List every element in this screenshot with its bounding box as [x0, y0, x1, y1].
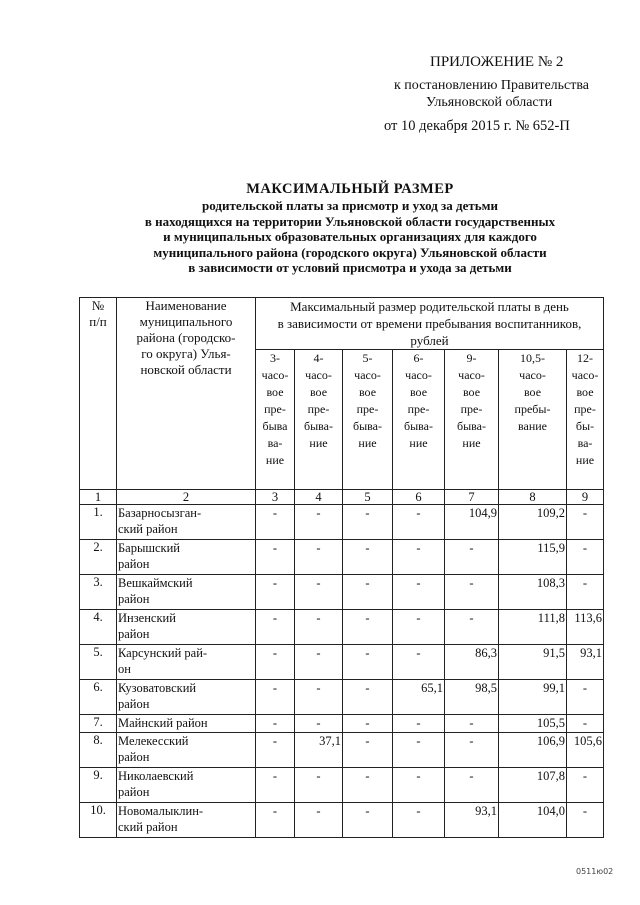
- row-district-name: [117, 803, 256, 838]
- cell-text: новской области: [140, 362, 232, 377]
- cell-text: №: [91, 298, 105, 313]
- cell-text: быва-: [404, 419, 433, 433]
- header-column: [295, 350, 343, 490]
- row-district-name: [117, 768, 256, 803]
- cell-text: район: [118, 697, 150, 711]
- row-value: 93,1: [445, 803, 499, 838]
- title-line: муниципального района (городского округа) Ульяновской области: [153, 244, 547, 260]
- cell-text: он: [118, 662, 131, 676]
- fee-table: [79, 297, 604, 838]
- decree-line-3: от 10 декабря 2015 г. № 652-П: [384, 118, 570, 134]
- index-cell: 1: [80, 490, 117, 505]
- row-value: -: [393, 733, 445, 768]
- cell-text: пребы-: [514, 402, 551, 416]
- cell-text: вое: [309, 385, 328, 399]
- cell-text: Кузоватовский: [118, 681, 197, 695]
- row-value: -: [445, 715, 499, 733]
- title-line: в находящихся на территории Ульяновской области государственных: [144, 213, 556, 229]
- cell-text: Наименование: [145, 298, 227, 313]
- row-value: -: [295, 645, 343, 680]
- row-district-name: [117, 715, 256, 733]
- row-value: -: [567, 680, 604, 715]
- row-number: 2.: [80, 540, 117, 575]
- row-value: -: [256, 803, 295, 838]
- cell-text: вое: [462, 385, 481, 399]
- cell-text: ние: [409, 436, 428, 450]
- cell-text: район: [118, 592, 150, 606]
- cell-text: пре-: [460, 402, 483, 416]
- cell-text: вое: [358, 385, 377, 399]
- row-value: -: [393, 803, 445, 838]
- row-value: -: [343, 645, 393, 680]
- row-value: -: [256, 610, 295, 645]
- row-value: -: [343, 768, 393, 803]
- cell-text: район: [118, 627, 150, 641]
- row-value: -: [567, 768, 604, 803]
- cell-text: часо-: [305, 368, 332, 382]
- cell-text: район: [118, 750, 150, 764]
- cell-text: бы-: [575, 419, 595, 433]
- table-row: [80, 715, 604, 733]
- row-value: -: [295, 575, 343, 610]
- cell-text: часо-: [571, 368, 599, 382]
- cell-text: 5-: [362, 351, 373, 365]
- row-value: -: [295, 540, 343, 575]
- title-line: родительской платы за присмотр и уход за детьми: [202, 198, 498, 213]
- cell-text: пре-: [264, 402, 286, 416]
- cell-text: пре-: [574, 402, 596, 416]
- header-name: [117, 298, 256, 490]
- cell-text: пре-: [407, 402, 430, 416]
- row-value: -: [295, 505, 343, 540]
- row-number: 10.: [80, 803, 117, 838]
- table-row: [80, 505, 604, 540]
- cell-text: 4-: [313, 351, 324, 365]
- row-value: -: [295, 768, 343, 803]
- row-value: 109,2: [499, 505, 567, 540]
- cell-text: быва-: [304, 419, 333, 433]
- header-column: [499, 350, 567, 490]
- cell-text: район: [118, 785, 150, 799]
- row-value: -: [343, 803, 393, 838]
- document-title: [60, 180, 640, 276]
- row-value: -: [295, 610, 343, 645]
- cell-text: п/п: [89, 314, 107, 329]
- index-cell: 5: [343, 490, 393, 505]
- cell-text: в зависимости от времени пребывания воспитанников,: [277, 316, 582, 331]
- row-value: -: [256, 768, 295, 803]
- row-number: 9.: [80, 768, 117, 803]
- cell-text: ский район: [118, 820, 178, 834]
- row-district-name: [117, 680, 256, 715]
- appendix-label: ПРИЛОЖЕНИЕ № 2: [430, 54, 564, 70]
- table-row: [80, 680, 604, 715]
- header-num: [80, 298, 117, 490]
- header-row: [80, 298, 604, 350]
- row-number: 5.: [80, 645, 117, 680]
- cell-text: 12-: [577, 351, 593, 365]
- index-cell: 3: [256, 490, 295, 505]
- row-value: -: [343, 680, 393, 715]
- row-number: 6.: [80, 680, 117, 715]
- cell-text: Инзенский: [118, 611, 176, 625]
- title-line: и муниципальных образовательных организациях для каждого: [163, 229, 537, 244]
- row-value: -: [256, 680, 295, 715]
- cell-text: пре-: [356, 402, 379, 416]
- cell-text: рублей: [410, 333, 449, 348]
- row-value: -: [393, 540, 445, 575]
- cell-text: Вешкаймский: [118, 576, 193, 590]
- cell-text: вое: [266, 385, 284, 399]
- cell-text: часо-: [354, 368, 381, 382]
- cell-text: быва-: [457, 419, 486, 433]
- cell-text: 10,5-: [520, 351, 545, 365]
- index-cell: 8: [499, 490, 567, 505]
- row-value: -: [393, 505, 445, 540]
- row-value: -: [256, 540, 295, 575]
- table-row: [80, 803, 604, 838]
- row-value: -: [445, 540, 499, 575]
- row-district-name: [117, 505, 256, 540]
- header-column: [256, 350, 295, 490]
- row-value: -: [567, 540, 604, 575]
- cell-text: ский район: [118, 522, 178, 536]
- row-value: -: [393, 768, 445, 803]
- row-value: -: [256, 715, 295, 733]
- row-district-name: [117, 610, 256, 645]
- row-value: 37,1: [295, 733, 343, 768]
- row-value: 111,8: [499, 610, 567, 645]
- row-value: -: [567, 505, 604, 540]
- cell-text: Максимальный размер родительской платы в день: [290, 299, 569, 314]
- index-cell: 2: [117, 490, 256, 505]
- row-district-name: [117, 540, 256, 575]
- row-value: -: [567, 715, 604, 733]
- cell-text: ние: [575, 453, 595, 467]
- header-column: [445, 350, 499, 490]
- header-column: [393, 350, 445, 490]
- row-value: -: [445, 575, 499, 610]
- table-row: [80, 540, 604, 575]
- title-line: в зависимости от условий присмотра и ухода за детьми: [188, 260, 512, 275]
- cell-text: 3-: [270, 351, 280, 365]
- row-value: 93,1: [567, 645, 604, 680]
- cell-text: часо-: [458, 368, 485, 382]
- row-value: -: [256, 575, 295, 610]
- header-group: [256, 298, 604, 350]
- cell-text: район: [118, 557, 150, 571]
- table-row: [80, 733, 604, 768]
- row-value: -: [393, 715, 445, 733]
- row-value: -: [343, 540, 393, 575]
- header-column: [343, 350, 393, 490]
- row-value: -: [567, 575, 604, 610]
- decree-line-1: к постановлению Правительства: [394, 78, 590, 93]
- index-cell: 9: [567, 490, 604, 505]
- cell-text: вое: [409, 385, 428, 399]
- row-value: 65,1: [393, 680, 445, 715]
- header-column: [567, 350, 604, 490]
- row-value: 105,5: [499, 715, 567, 733]
- row-value: -: [256, 505, 295, 540]
- title-subtitle: [60, 198, 640, 276]
- row-value: -: [343, 610, 393, 645]
- row-value: -: [393, 575, 445, 610]
- row-value: -: [393, 645, 445, 680]
- index-cell: 4: [295, 490, 343, 505]
- cell-text: ва-: [267, 436, 283, 450]
- row-value: -: [445, 768, 499, 803]
- table-row: [80, 768, 604, 803]
- cell-text: вое: [576, 385, 594, 399]
- cell-text: муниципального: [139, 314, 233, 329]
- cell-text: часо-: [519, 368, 546, 382]
- row-value: -: [343, 715, 393, 733]
- cell-text: Майнский район: [118, 716, 208, 730]
- cell-text: ние: [265, 453, 285, 467]
- cell-text: го округа) Улья-: [141, 346, 231, 361]
- cell-text: часо-: [405, 368, 432, 382]
- cell-text: 9-: [466, 351, 477, 365]
- table-row: [80, 645, 604, 680]
- cell-text: ние: [358, 436, 377, 450]
- index-cell: 6: [393, 490, 445, 505]
- cell-text: Базарносызган-: [118, 506, 202, 520]
- decree-line-2: Ульяновской области: [426, 95, 553, 110]
- cell-text: быва-: [353, 419, 382, 433]
- row-value: 108,3: [499, 575, 567, 610]
- cell-text: Барышский: [118, 541, 180, 555]
- cell-text: пре-: [307, 402, 330, 416]
- row-number: 7.: [80, 715, 117, 733]
- row-value: -: [256, 645, 295, 680]
- row-number: 3.: [80, 575, 117, 610]
- index-cell: 7: [445, 490, 499, 505]
- row-value: 99,1: [499, 680, 567, 715]
- row-district-name: [117, 733, 256, 768]
- cell-text: Новомалыклин-: [118, 804, 204, 818]
- row-value: 106,9: [499, 733, 567, 768]
- row-number: 1.: [80, 505, 117, 540]
- row-value: -: [295, 803, 343, 838]
- row-value: 86,3: [445, 645, 499, 680]
- row-value: 98,5: [445, 680, 499, 715]
- footer-code: 0511ю02: [576, 867, 614, 876]
- row-value: 104,0: [499, 803, 567, 838]
- row-value: 104,9: [445, 505, 499, 540]
- cell-text: района (городско-: [136, 330, 236, 345]
- row-number: 8.: [80, 733, 117, 768]
- row-value: -: [393, 610, 445, 645]
- table-row: [80, 575, 604, 610]
- row-value: 105,6: [567, 733, 604, 768]
- cell-text: ва-: [577, 436, 593, 450]
- cell-text: Карсунский рай-: [118, 646, 208, 660]
- row-value: -: [445, 733, 499, 768]
- cell-text: Николаевский: [118, 769, 194, 783]
- cell-text: вое: [523, 385, 542, 399]
- cell-text: ние: [462, 436, 481, 450]
- row-value: -: [295, 680, 343, 715]
- cell-text: вание: [517, 419, 547, 433]
- title-main: МАКСИМАЛЬНЫЙ РАЗМЕР: [246, 181, 454, 197]
- row-district-name: [117, 645, 256, 680]
- row-value: -: [256, 733, 295, 768]
- row-value: -: [343, 505, 393, 540]
- row-value: -: [445, 610, 499, 645]
- table-row: [80, 610, 604, 645]
- cell-text: 6-: [413, 351, 424, 365]
- row-value: 91,5: [499, 645, 567, 680]
- row-district-name: [117, 575, 256, 610]
- row-value: 107,8: [499, 768, 567, 803]
- cell-text: быва: [262, 419, 288, 433]
- row-value: -: [295, 715, 343, 733]
- row-value: 115,9: [499, 540, 567, 575]
- row-number: 4.: [80, 610, 117, 645]
- row-value: -: [343, 575, 393, 610]
- index-row: [80, 490, 604, 505]
- cell-text: часо-: [261, 368, 289, 382]
- row-value: 113,6: [567, 610, 604, 645]
- row-value: -: [567, 803, 604, 838]
- cell-text: Мелекесский: [118, 734, 189, 748]
- row-value: -: [343, 733, 393, 768]
- cell-text: ние: [309, 436, 328, 450]
